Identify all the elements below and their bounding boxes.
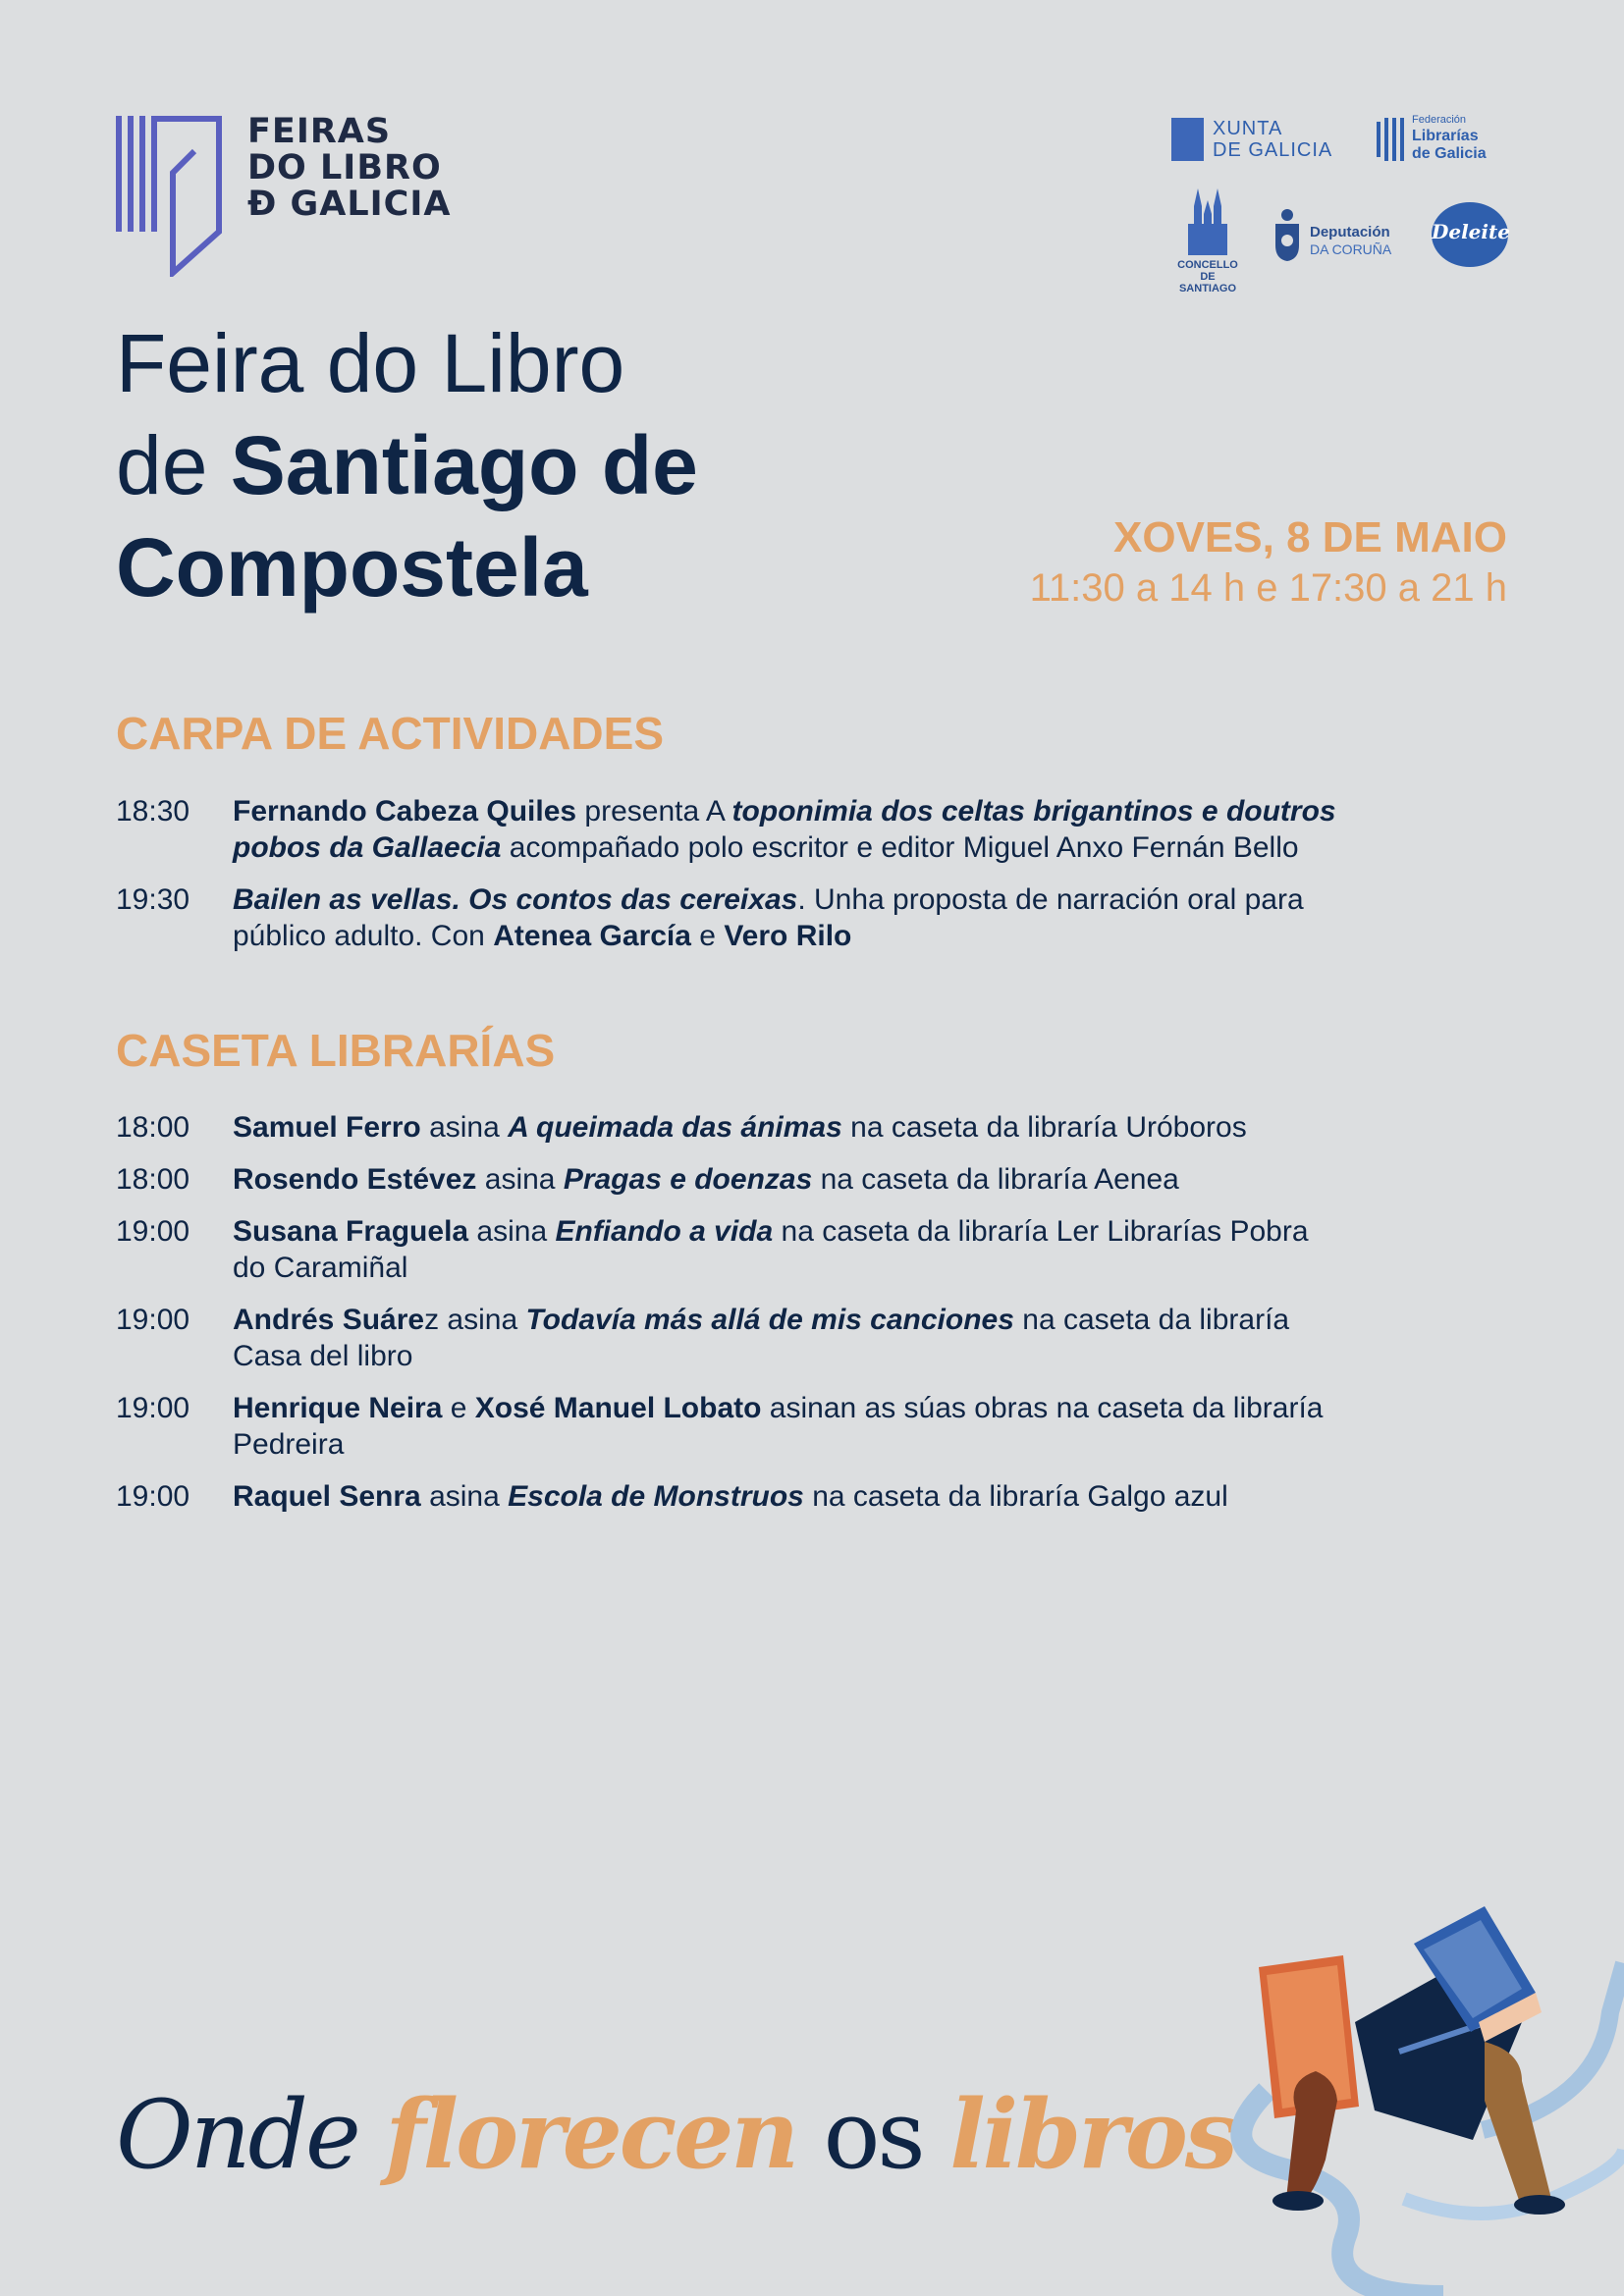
event-date [1030,512,1507,613]
item-time: 18:30 [116,795,190,828]
federacion-line-1: Federación [1412,114,1467,126]
item-author: Vero Rilo [724,920,852,952]
item-text: asina [420,1111,509,1144]
item-book-title: Escola de Monstruos [508,1480,804,1513]
item-description [233,793,1343,866]
title-line-2-prefix: de [116,419,231,511]
list-item [116,1478,1343,1515]
title-line-3 [116,516,698,618]
slogan-word-1: Onde [116,2080,358,2190]
item-description [233,1161,1343,1198]
xunta-line-2: DE GALICIA [1213,139,1333,161]
carpa-heading: CARPA DE ACTIVIDADES [116,708,664,759]
event-hours: 11:30 a 14 h e 17:30 a 21 h [1029,566,1507,610]
item-text: z asina [424,1304,526,1336]
deputacion-line-1: Deputación [1310,224,1390,240]
list-item [116,1213,1343,1286]
item-text: asinan as súas obras na caseta da libraría Pedreira [233,1392,1324,1461]
list-item [116,1302,1343,1374]
sponsor-concello-santiago [1170,187,1245,294]
logo-line-1: FEIRAS [247,112,392,151]
deputacion-line-2: DA CORUÑA [1310,241,1392,257]
item-description [233,1302,1343,1374]
feiras-logo-wordmark [247,114,451,223]
item-description [233,1109,1343,1146]
caseta-heading: CASETA LIBRARÍAS [116,1025,556,1076]
item-description [233,1390,1343,1463]
item-description [233,881,1343,954]
item-text: na caseta da libraría Galgo azul [803,1480,1228,1513]
item-author: Susana Fraguela [233,1215,469,1248]
item-text: na caseta da libraría Ler Librarías Pobra do Caramiñal [233,1215,1309,1284]
item-time: 19:00 [116,1215,190,1248]
list-item [116,1390,1343,1463]
item-book-title: Enfiando a vida [555,1215,774,1248]
concello-line-2: SANTIAGO [1178,283,1237,294]
item-book-title: A queimada das ánimas [508,1111,842,1144]
item-text: e [690,920,725,952]
item-time: 18:00 [116,1163,190,1196]
list-item [116,1109,1343,1146]
item-text: na caseta da libraría Aenea [812,1163,1179,1196]
federacion-line-2: Librarías [1412,128,1479,144]
title-line-2 [116,414,698,516]
item-author: Samuel Ferro [233,1111,421,1144]
item-text: na caseta da libraría Uróboros [841,1111,1247,1144]
item-text: presenta A [576,795,732,828]
title-line-1: Feira do Libro [116,317,625,409]
slogan-word-3: os [823,2080,923,2190]
slogan-word-4: libros [949,2079,1235,2190]
sponsor-federacion [1377,112,1524,167]
item-text: acompañado polo escritor e editor Miguel Anxo Fernán Bello [501,831,1299,864]
item-time: 18:00 [116,1111,190,1144]
item-text: asina [420,1480,509,1513]
deleite-label: Deleite [1432,220,1510,243]
sponsor-deleite [1432,202,1508,267]
deputacion-crest-icon [1274,208,1300,261]
title-line-3-bold: Compostela [116,521,588,614]
item-author: Atenea García [493,920,691,952]
item-time: 19:00 [116,1392,190,1424]
item-description [233,1213,1343,1286]
item-book-title: toponimia dos celtas brigantinos e doutros pobos da Gallaecia [233,795,1336,864]
list-item [116,881,1343,954]
item-text: e [442,1392,475,1424]
item-book-title: Bailen as vellas. Os contos das cereixas [233,883,798,916]
item-author: Andrés Suáre [233,1304,425,1336]
sponsor-deputacion [1274,206,1398,265]
cathedral-icon [1184,187,1231,255]
item-book-title: Pragas e doenzas [563,1163,813,1196]
books-hands-illustration-icon [1227,1904,1624,2296]
concello-line-1: CONCELLO DE [1177,259,1238,283]
item-time: 19:00 [116,1304,190,1336]
federacion-line-3: de Galicia [1412,145,1487,162]
item-text: asina [468,1215,556,1248]
item-author: Fernando Cabeza Quiles [233,795,577,828]
carpa-list [116,793,1343,970]
item-text: . Unha proposta de narración oral para público adulto. Con [233,883,1304,952]
page-title [116,312,698,618]
caseta-list [116,1109,1343,1530]
feiras-logo-icon [116,116,222,277]
sponsor-xunta [1171,116,1338,165]
xunta-line-1: XUNTA [1213,118,1283,139]
item-author: Raquel Senra [233,1480,421,1513]
event-day: XOVES, 8 DE MAIO [1113,513,1507,561]
logo-line-3: Ð GALICIA [247,185,452,224]
list-item [116,793,1343,866]
item-author: Xosé Manuel Lobato [474,1392,762,1424]
item-text: na caseta da libraría Casa del libro [233,1304,1290,1372]
xunta-crest-icon [1171,118,1204,161]
item-time: 19:00 [116,1480,190,1513]
item-text: asina [476,1163,564,1196]
item-description [233,1478,1343,1515]
item-time: 19:30 [116,883,190,916]
logo-line-2: DO LIBRO [247,148,442,187]
federacion-mark-icon [1377,116,1404,163]
item-author: Rosendo Estévez [233,1163,477,1196]
slogan [116,2081,1235,2189]
item-author: Henrique Neira [233,1392,443,1424]
item-book-title: Todavía más allá de mis canciones [525,1304,1014,1336]
list-item [116,1161,1343,1198]
title-line-2-bold: Santiago de [230,419,698,511]
slogan-word-2: florecen [385,2079,797,2190]
